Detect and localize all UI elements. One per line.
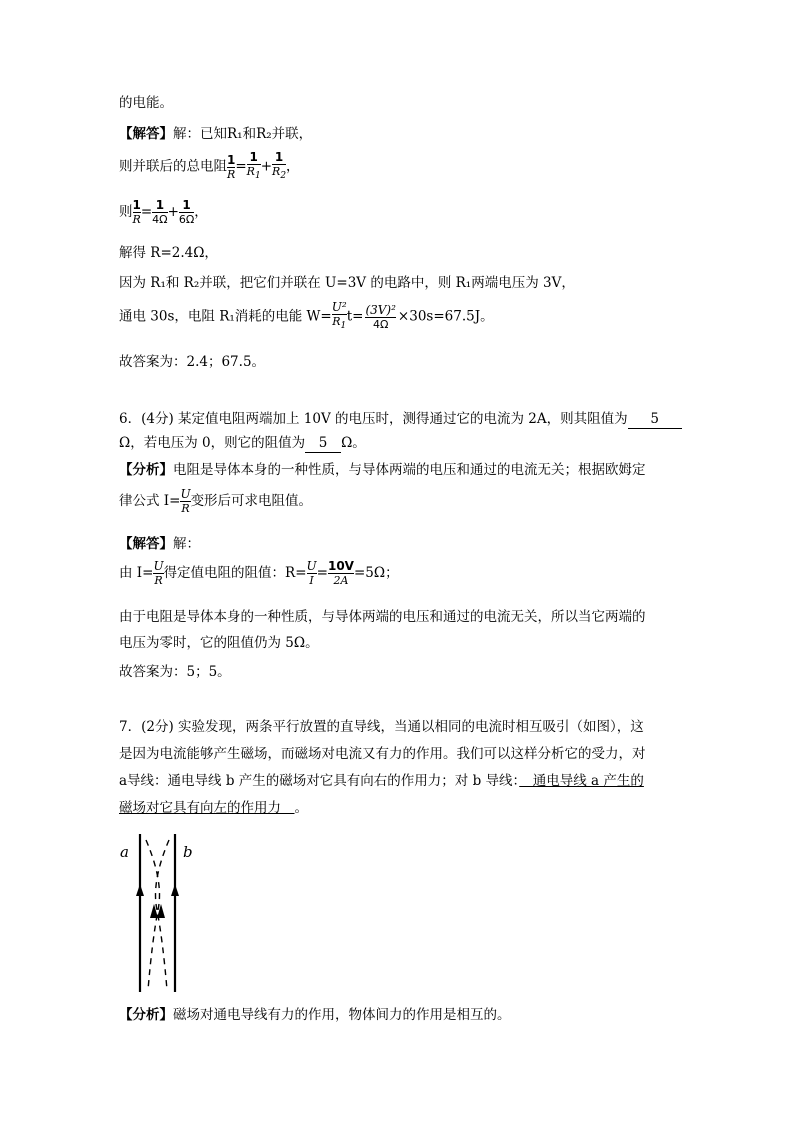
fraction-U2-over-R1: $\frac{\text{U²}}{R_1}$ xyxy=(331,300,347,331)
answer-tag: 【解答】 xyxy=(119,126,173,142)
fraction-3V2-over-4ohm: $\frac{\text{(3V)²}}{4\Omega}$ xyxy=(365,302,396,331)
answer-line: 故答案为：5；5。 xyxy=(119,664,231,680)
fraction-10V-over-2A: $\frac{10V}{2A}$ xyxy=(327,559,354,587)
fraction-U-over-R: $\frac{U}{R}$ xyxy=(180,487,191,515)
question-6-line-2: Ω，若电压为 0，则它的阻值为 5 Ω。 xyxy=(119,435,366,451)
analysis-line: 【分析】电阻是导体本身的一种性质，与导体两端的电压和通过的电流无关；根据欧姆定 xyxy=(119,462,646,478)
solution-line: 【解答】解：已知R₁和R₂并联， xyxy=(119,126,313,142)
fraction-1-over-R: $\frac{1}{R}$ xyxy=(227,152,236,181)
analysis-tag: 【分析】 xyxy=(119,462,173,478)
text-line: 的电能。 xyxy=(119,95,173,111)
fraction-U-over-R: $\frac{U}{R}$ xyxy=(153,559,164,587)
fraction-1-over-R1: $\frac{1}{R_1}$ xyxy=(246,150,261,181)
question-7-line-4: 磁场对它具有向左的作用力 。 xyxy=(119,800,308,816)
question-7-line-2: 是因为电流能够产生磁场，而磁场对电流又有力的作用。我们可以这样分析它的受力，对 xyxy=(119,746,646,762)
solution-formula-line: 由 I= $\frac{U}{R}$ 得定值电阻的阻值：R= $\frac{U}{I}$ = $\frac{10V}{2A}$ =5Ω； xyxy=(119,559,399,587)
arrow-up-icon xyxy=(136,884,144,896)
question-7-line-1: 7．(2分) 实验发现，两条平行放置的直导线，当通以相同的电流时相互吸引（如图），这 xyxy=(119,719,644,735)
answer-blank-1: 5 xyxy=(628,410,682,429)
fraction-1-over-R: $\frac{1}{R}$ xyxy=(132,198,141,226)
answer-line: 故答案为：2.4；67.5。 xyxy=(119,354,266,370)
answer-blank-underlined: 通电导线 a 产生的 xyxy=(519,773,644,789)
question-7-line-3: a导线：通电导线 b 产生的磁场对它具有向右的作用力；对 b 导线： 通电导线 a 产生的 xyxy=(119,773,644,789)
fraction-1-over-6ohm: $\frac{1}{6\Omega}$ xyxy=(178,198,195,226)
text-line: 解得 R=2.4Ω， xyxy=(119,245,218,261)
text-line: 由于电阻是导体本身的一种性质，与导体两端的电压和通过的电流无关，所以当它两端的 xyxy=(119,609,646,625)
formula-line-energy: 通电 30s，电阻 R₁消耗的电能 W= $\frac{\text{U²}}{R_1}$ t= $\frac{\text{(3V)²}}{4\Omega}$ ×30s=67.5J。 xyxy=(119,300,494,331)
text-line: 电压为零时，它的阻值仍为 5Ω。 xyxy=(119,635,319,651)
arrow-up-icon xyxy=(171,884,179,896)
fraction-1-over-R2: $\frac{1}{R_2}$ xyxy=(272,150,287,181)
text-line: 因为 R₁和 R₂并联，把它们并联在 U=3V 的电路中，则 R₁两端电压为 3V， xyxy=(119,275,575,291)
formula-line-total-resistance: 则并联后的总电阻 $\frac{1}{R}$ = $\frac{1}{R_1}$ + $\frac{1}{R_2}$ ， xyxy=(119,150,300,181)
analysis-formula-line: 律公式 I= $\frac{U}{R}$ 变形后可求电阻值。 xyxy=(119,487,313,515)
fraction-U-over-I: $\frac{U}{I}$ xyxy=(306,559,317,587)
figure-label-b: b xyxy=(183,843,193,861)
analysis-line: 【分析】磁场对通电导线有力的作用，物体间力的作用是相互的。 xyxy=(119,1007,511,1023)
answer-tag: 【解答】 xyxy=(119,536,173,552)
answer-blank-2: 5 xyxy=(305,434,341,453)
fraction-1-over-4ohm: $\frac{1}{4\Omega}$ xyxy=(152,198,168,226)
question-6-line-1: 6．(4分) 某定值电阻两端加上 10V 的电压时，测得通过它的电流为 2A，则其阻值为 5 xyxy=(119,410,682,429)
formula-line-values: 则 $\frac{1}{R}$ = $\frac{1}{4\Omega}$ + $\frac{1}{6\Omega}$ ， xyxy=(119,198,208,226)
answer-blank-underlined: 磁场对它具有向左的作用力 xyxy=(119,800,295,816)
analysis-tag: 【分析】 xyxy=(119,1007,173,1023)
solution-line: 【解答】解： xyxy=(119,536,200,552)
figure-label-a: a xyxy=(120,843,129,861)
